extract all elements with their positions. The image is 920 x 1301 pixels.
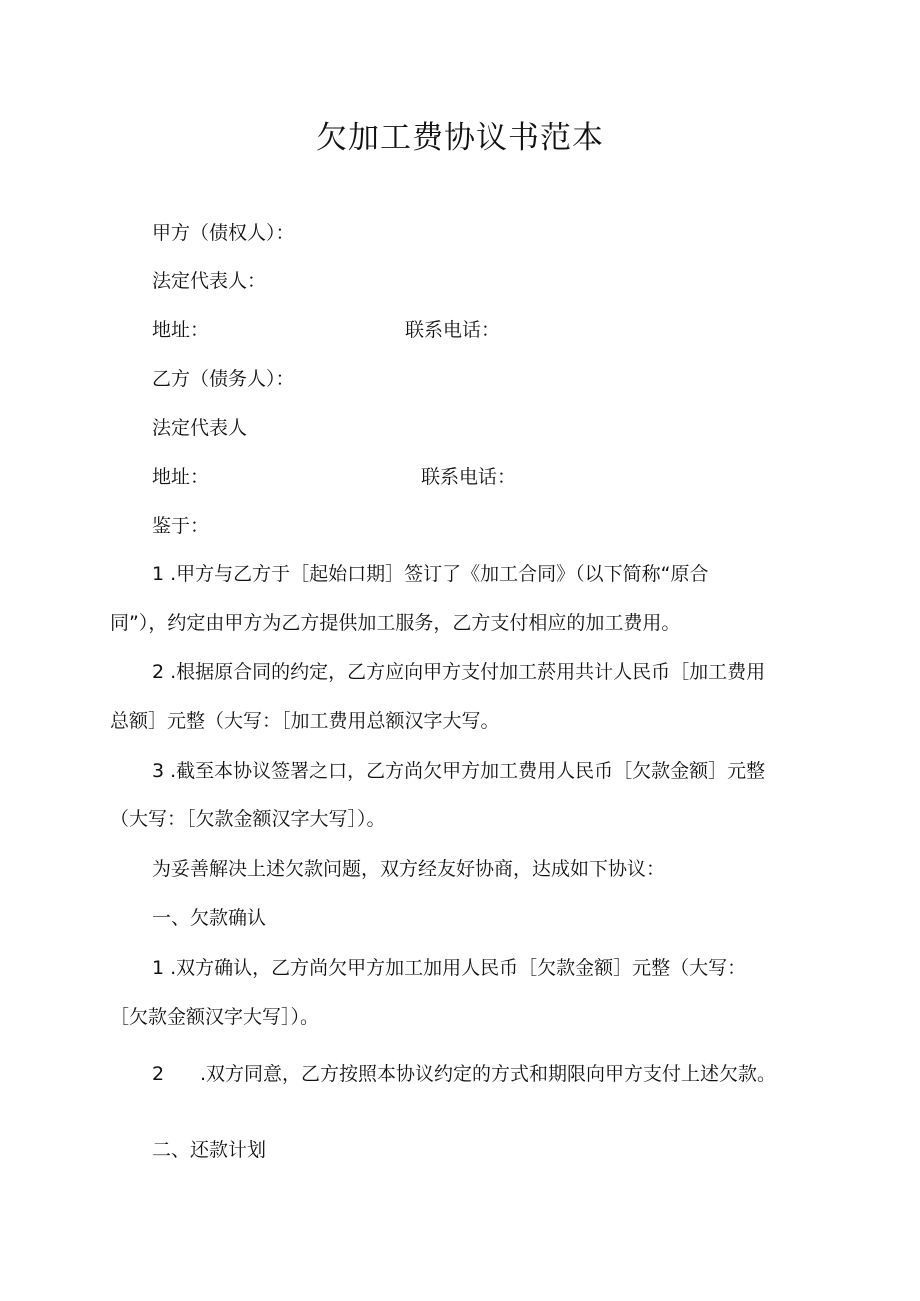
recital-2-line-1: 2 .根据原合同的约定，乙方应向甲方支付加工菸用共计人民币［加工费用 — [152, 661, 766, 683]
section-1-heading: 一、欠款确认 — [152, 907, 267, 929]
document-title: 欠加工费协议书范本 — [316, 120, 604, 156]
section-1-item-1-line-1: 1 .双方确认，乙方尚欠甲方加工加用人民币［欠款金额］元整（大写： — [152, 957, 747, 979]
recital-2-line-2: 总额］元整（大写：［加工费用总额汉字大写。 — [110, 710, 500, 732]
party-b-representative: 法定代表人 — [152, 417, 248, 439]
party-a-label: 甲方（债权人）： — [152, 222, 295, 244]
party-a-phone: 联系电话： — [405, 319, 501, 341]
party-b-address: 地址： — [152, 466, 210, 488]
section-2-heading: 二、还款计划 — [152, 1139, 267, 1161]
party-b-label: 乙方（债务人）： — [152, 368, 295, 390]
agreement-intro: 为妥善解决上述欠款问题，双方经友好协商，达成如下协议： — [152, 858, 666, 880]
party-a-address: 地址： — [152, 319, 210, 341]
recital-3-line-1: 3 .截至本协议签署之口，乙方尚欠甲方加工费用人民币［欠款金额］元整 — [152, 760, 766, 782]
party-a-representative: 法定代表人： — [152, 270, 267, 292]
recital-1-line-1: 1 .甲方与乙方于［起始口期］签订了《加工合同》（以下简称“原合 — [152, 563, 709, 585]
recital-3-line-2: （大写：［欠款金额汉字大写］）。 — [110, 808, 386, 830]
section-1-item-2-number: 2 — [152, 1063, 165, 1085]
section-1-item-1-line-2: ［欠款金额汉字大写］）。 — [110, 1006, 320, 1028]
section-1-item-2-text: .双方同意，乙方按照本协议约定的方式和期限向甲方支付上述欠款。 — [200, 1063, 777, 1085]
party-b-phone: 联系电话： — [421, 466, 517, 488]
recital-1-line-2: 同”），约定由甲方为乙方提供加工服务，乙方支付相应的加工费用。 — [110, 612, 681, 634]
whereas-heading: 鉴于： — [152, 515, 210, 537]
